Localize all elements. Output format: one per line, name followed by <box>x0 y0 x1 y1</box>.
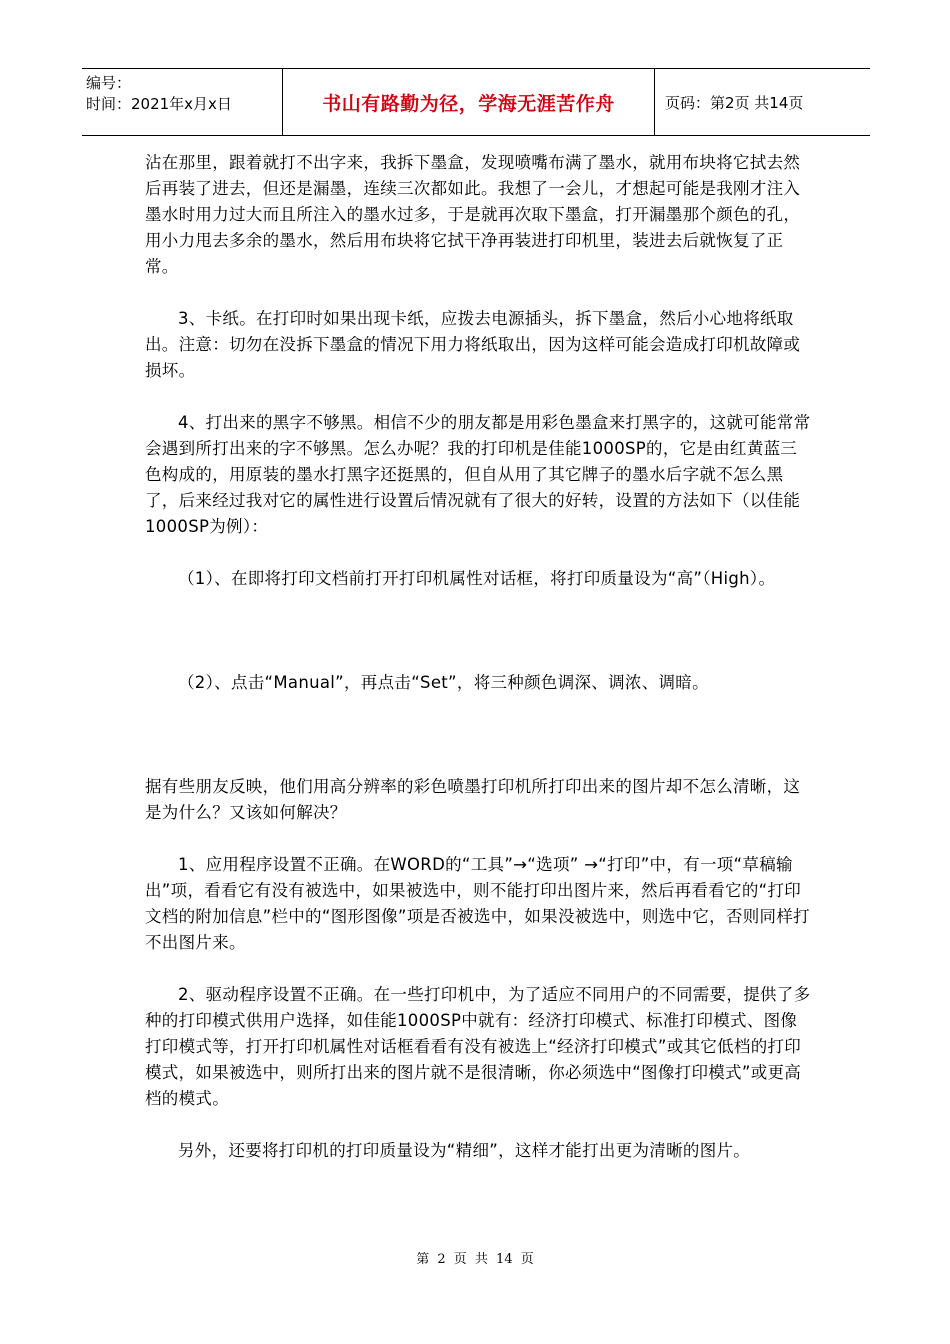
page-header <box>82 68 870 136</box>
number-label: 编号： <box>86 74 132 92</box>
document-body <box>145 150 813 1164</box>
page-code-cell <box>655 69 870 135</box>
motto-cell <box>282 69 655 135</box>
paragraph-driver-settings: 2、驱动程序设置不正确。在一些打印机中，为了适应不同用户的不同需要，提供了多种的打印模式供用户选择，如佳能1000SP中就有：经济打印模式、标准打印模式、图像打印模式等，打开打印机属性对话框看看有没有被选上“经济打印模式”或其它低档的打印模式，如果被选中，则所打出来的图片就不是很清晰，你必须选中“图像打印模式”或更高档的模式。 <box>145 985 811 1108</box>
paragraph-step-1: （1）、在即将打印文档前打开打印机属性对话框，将打印质量设为“高”（High）。 <box>178 569 776 588</box>
motto-text: 书山有路勤为径，学海无涯苦作舟 <box>322 92 615 115</box>
page-code-text: 页码：第2页 共14页 <box>665 93 804 112</box>
paragraph-step-2: （2）、点击“Manual”，再点击“Set”，将三种颜色调深、调浓、调暗。 <box>178 673 709 692</box>
paragraph-paper-jam: 3、卡纸。在打印时如果出现卡纸，应拨去电源插头，拆下墨盒，然后小心地将纸取出。注意：切勿在没拆下墨盒的情况下用力将纸取出，因为这样可能会造成打印机故障或损坏。 <box>145 309 801 380</box>
header-info-cell <box>82 69 282 135</box>
page-footer <box>0 1248 950 1267</box>
time-label: 时间：2021年x月x日 <box>86 95 232 113</box>
paragraph-black-text: 4、打出来的黑字不够黑。相信不少的朋友都是用彩色墨盒来打黑字的，这就可能常常会遇到所打出来的字不够黑。怎么办呢？我的打印机是佳能1000SP的，它是由红黄蓝三色构成的，用原装的墨水打黑字还挺黑的，但自从用了其它牌子的墨水后字就不怎么黑了，后来经过我对它的属性进行设置后情况就有了很大的好转，设置的方法如下（以佳能1000SP为例）： <box>145 413 811 536</box>
footer-page-number: 第 2 页 共 14 页 <box>416 1252 534 1267</box>
paragraph-app-settings: 1、应用程序设置不正确。在WORD的“工具”→“选项” →“打印”中，有一项“草稿输出”项，看看它有没有被选中，如果被选中，则不能打印出图片来，然后再看看它的“打印文档的附加信息”栏中的“图形图像”项是否被选中，如果没被选中，则选中它，否则同样打不出图片来。 <box>145 855 810 952</box>
paragraph-print-quality: 另外，还要将打印机的打印质量设为“精细”，这样才能打出更为清晰的图片。 <box>178 1141 751 1160</box>
paragraph-ink-leak: 沾在那里，跟着就打不出字来，我拆下墨盒，发现喷嘴布满了墨水，就用布块将它拭去然后再装了进去，但还是漏墨，连续三次都如此。我想了一会儿，才想起可能是我刚才注入墨水时用力过大而且所注入的墨水过多，于是就再次取下墨盒，打开漏墨那个颜色的孔，用小力甩去多余的墨水，然后用布块将它拭干净再装进打印机里，装进去后就恢复了正常。 <box>145 153 801 276</box>
paragraph-image-issue: 据有些朋友反映，他们用高分辨率的彩色喷墨打印机所打印出来的图片却不怎么清晰，这是为什么？又该如何解决？ <box>145 777 801 822</box>
